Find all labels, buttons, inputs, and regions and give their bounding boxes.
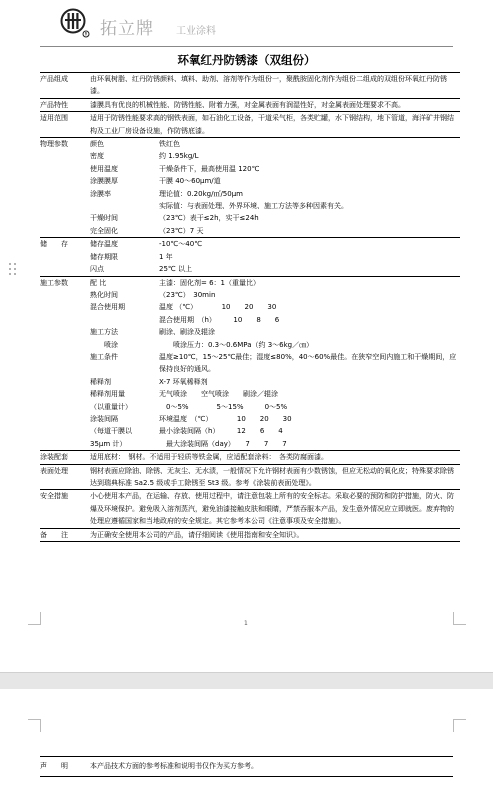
param-value: -10℃～40℃ [159,240,203,249]
param-value: 理论值：0.20kg/㎡/50μm [159,189,243,198]
param-key: 涂装间隔 [90,414,118,423]
param-value: 干燥条件下，最高使用温 120℃ [159,164,260,173]
section-features [40,98,460,111]
param-value: 干膜 40～60μm/道 [159,177,221,186]
param-row [90,150,460,162]
section-label: 适用范围 [40,114,68,123]
declaration-label: 声 明 [40,762,68,770]
section-label: 储 存 [40,240,68,249]
section-composition [40,72,460,98]
param-key: 闪点 [90,265,104,274]
declaration-top-rule [40,756,453,757]
param-row [90,200,460,212]
param-key: 完全固化 [90,226,118,235]
param-value: 环境温度 （℃） 10 20 30 [159,414,292,423]
page-separator [0,672,493,690]
section-label: 涂装配套 [40,453,68,462]
param-row [90,351,460,376]
param-value: （23℃）7 天 [159,226,204,235]
param-value: （23℃） 30min [159,290,216,299]
section-label: 表面处理 [40,466,68,475]
param-key: 干燥时间 [90,214,118,223]
param-key: 35μm 计） [90,439,127,448]
param-key: 配 比 [90,278,107,287]
param-value: （23℃）表干≤2h，实干≤24h [159,214,259,223]
param-key: 使用温度 [90,164,118,173]
param-row [90,251,460,263]
param-row [90,401,460,413]
param-key [90,314,159,326]
param-key: 涂膜率 [90,189,111,198]
declaration [40,761,258,771]
param-row [90,188,460,200]
param-row [90,301,460,313]
spec-table [40,72,460,542]
brand-subtitle: 工业涂料 [176,26,216,37]
param-key: 熟化时间 [90,290,118,299]
declaration-bottom-rule [40,776,453,777]
param-value: 无气喷涂 空气喷涂 刷涂／辊涂 [159,390,278,399]
param-row [90,163,460,175]
page-corner-mark [28,612,41,625]
section-text: 小心使用本产品，在运输、存放、使用过程中，请注意包装上所有的安全标志。采取必要的预防和防护措施，防火、防爆及环境保护。避免吸入溶剂蒸汽，避免油漆接触皮肤和眼睛，严禁吞服本产品，发生意外情况应立即就医。废弃物的处理应遵循国家和当地政府的安全规定。其它参考本公司《注意事项及安全措施》。 [90,492,454,526]
param-value: X-7 环氧稀释剂 [159,377,208,386]
param-key: （以重量计） [90,402,132,411]
param-value: 最大涂装间隔（day） 7 7 7 [159,439,287,448]
page-corner-mark [453,719,466,732]
section-storage [40,237,460,275]
page-corner-mark [28,719,41,732]
section-text: 由环氧树脂、红丹防锈颜料、填料、助剂、溶剂等作为组份一，聚酰胺固化剂作为组份二组成的双组份环氧红丹防锈漆。 [90,75,447,96]
param-key: 稀释剂 [90,377,111,386]
param-row [90,238,460,250]
param-row [90,388,460,400]
param-key: 储存期限 [90,252,118,261]
header-divider [40,46,453,47]
section-scope [40,111,460,137]
page-corner-mark [453,612,466,625]
section-application [40,276,460,451]
param-key: （每道干膜以 [90,427,132,436]
section-label: 施工参数 [40,278,68,287]
section-label: 产品特性 [40,100,68,109]
param-key: 混合使用期 [90,303,125,312]
param-row [90,289,460,301]
param-row [90,376,460,388]
param-value: 铁红色 [159,140,180,149]
param-key: 施工条件 [90,352,118,361]
param-value: 主漆：固化剂= 6：1（重量比） [159,278,260,287]
param-value: 混合使用期 （h） 10 8 6 [159,315,280,324]
param-value: 温度≥10℃，15～25℃最佳；湿度≤80%，40～60%最佳。在狭窄空间内施工和干燥期间，应保持良好的通风。 [159,352,457,374]
param-row [90,314,460,326]
section-label: 物理参数 [40,140,68,149]
param-key [90,200,159,212]
page-number: 1 [244,620,248,627]
param-key: 储存温度 [90,240,118,249]
company-logo [60,8,90,38]
param-row [90,263,460,275]
section-notes [40,528,460,542]
section-label: 产品组成 [40,75,68,83]
param-row [90,425,460,437]
section-params [40,137,460,237]
param-key: 颜色 [90,140,104,149]
section-text: 适用底材： 钢材。不适用于轻质等铁金属，应适配套涂料： 各类防腐面漆。 [90,453,328,462]
param-key: 喷涂 [90,340,118,349]
param-value: 最小涂装间隔（h） 12 6 4 [159,427,283,436]
param-key: 施工方法 [90,328,118,337]
section-label: 备 注 [40,530,68,539]
param-row [90,225,460,237]
brand-name: 拓立牌 [100,19,154,39]
section-text: 为正确安全使用本公司的产品，请仔细阅读《使用指南和安全知识》。 [90,530,304,539]
param-value: 刷涂、刷涂及辊涂 [159,328,215,337]
section-text: 漆膜具有优良的机械性能、防锈性能、附着力强，对金属表面有润湿性好，对金属表面处理要求不高。 [90,100,405,109]
param-key: 涂膜膜厚 [90,177,118,186]
declaration-text: 本产品技术方面的参考标准和说明书仅作为买方参考。 [90,762,258,770]
param-value: 约 1.95kg/L [159,152,199,161]
param-value: 喷涂压力：0.3～0.6MPa（约 3～6kg／㎝） [159,340,314,349]
param-row [90,326,460,338]
section-surface [40,464,460,490]
section-matching [40,450,460,463]
param-value: 0～5% 5～15% 0～5% [159,402,288,411]
param-row [90,175,460,187]
document-title: 环氧红丹防锈漆（双组份） [177,53,316,67]
param-key: 密度 [90,152,104,161]
param-row [90,438,460,450]
param-key: 稀释剂用量 [90,390,125,399]
param-value: 温度 （℃） 10 20 30 [159,303,277,312]
param-row [90,212,460,224]
param-row [90,339,460,351]
param-row [90,138,460,150]
param-value: 实际值：与表面处理、外界环境、施工方法等多种因素有关。 [159,202,348,211]
svg-text:R: R [84,31,88,37]
param-row [90,413,460,425]
param-row [90,277,460,289]
section-text: 钢材表面应除油、除锈、无灰尘、无水渍，一般情况下允许钢材表面有少数锈蚀，但应无松动的氧化皮；特殊要求除锈达到瑞典标准 Sa2.5 级或手工除锈至 St3 级。参考《涂装前表面处理》。 [90,466,454,487]
section-safety [40,489,460,527]
param-value: 1 年 [159,252,173,261]
section-text: 适用于防锈性能要求高的钢铁表面，如石油化工设备，干道采气柜，各类贮罐，水下钢结构，地下管道，海洋矿井钢结构及工业厂房设备设施，作防锈底漆。 [90,114,454,135]
section-label: 安全措施 [40,492,68,501]
drag-handle-icon[interactable] [9,263,17,279]
param-value: 25℃ 以上 [159,265,192,274]
